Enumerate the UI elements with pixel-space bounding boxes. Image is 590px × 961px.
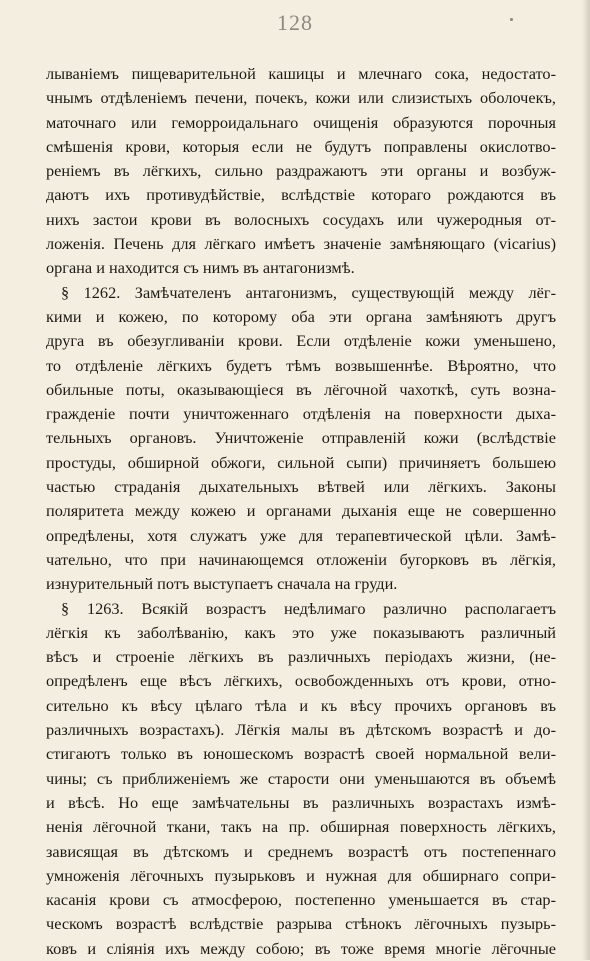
page-edge-shadow	[582, 0, 590, 960]
text-line: органа и находится съ нимъ въ антагонизмѣ.	[46, 258, 355, 278]
text-line: ческомъ возрастѣ вслѣдствiе разрыва стѣнокъ лёгочныхъ пузырь-	[46, 914, 556, 934]
text-line: чины; съ приближенiемъ же старости они уменьшаются въ объемѣ	[46, 768, 556, 788]
text-line: § 1263. Всякiй возрастъ недѣлимаго различно располагаетъ	[61, 598, 556, 618]
text-line: ренiемъ въ лёгкихъ, сильно раздражаютъ эти органы и возбуж-	[46, 161, 556, 181]
text-line: гражденiе почти уничтоженнаго отдѣленiя на поверхности дыха-	[46, 404, 556, 424]
text-line: смѣшенiя крови, которыя если не будутъ поправлены окислотво-	[46, 136, 556, 156]
text-line: нихъ застои крови въ волосныхъ сосудахъ или чужеродныя от-	[46, 209, 556, 229]
text-line: чательно, что при начинающемся отложенiи бугорковъ въ лёгкiя,	[46, 549, 556, 569]
text-line: ковъ и слiянiя ихъ между собою; въ тоже время многiе лёгочные	[46, 938, 556, 958]
ink-speck	[510, 18, 513, 21]
text-line: частью страданiя дыхательныхъ вѣтвей или лёгкихъ. Законы	[46, 477, 556, 497]
text-line: ложенiя. Печень для лёгкаго имѣетъ значенiе замѣняющаго (vicarius)	[46, 234, 556, 254]
text-line: маточнаго или геморроидальнаго очищенiя образуются порочныя	[46, 112, 556, 132]
text-line: тельныхъ органовъ. Уничтоженiе отправленiй кожи (вслѣдствiе	[46, 428, 556, 448]
text-line: различныхъ возрастахъ). Лёгкiя малы въ дѣтскомъ возрастѣ и до-	[46, 720, 556, 740]
text-line: умноженiя лёгочныхъ пузырьковъ и нужная для обширнаго сопри-	[46, 865, 556, 885]
text-line: § 1262. Замѣчателенъ антагонизмъ, существующiй между лёг-	[61, 282, 556, 302]
text-line: опредѣлены, хотя служатъ уже для терапевтической цѣли. Замѣ-	[46, 525, 556, 545]
text-line: касанiя крови съ атмосферою, постепенно уменьшается въ стар-	[46, 890, 556, 910]
text-line: лёгкiя къ заболѣванiю, какъ это уже показываютъ различный	[46, 622, 556, 642]
text-line: кими и кожею, по которому оба эти органа замѣняютъ другъ	[46, 306, 556, 326]
text-line: стигаютъ только въ юношескомъ возрастѣ своей нормальной вели-	[46, 744, 556, 764]
text-line: чнымъ отдѣленiемъ печени, почекъ, кожи или слизистыхъ оболочекъ,	[46, 88, 556, 108]
text-line: то отдѣленiе лёгкихъ будетъ тѣмъ возвышеннѣе. Вѣроятно, что	[46, 355, 556, 375]
text-line: зависящая въ дѣтскомъ и среднемъ возрастѣ отъ постепеннаго	[46, 841, 556, 861]
text-line: лыванiемъ пищеварительной кашицы и млечнаго сока, недостато-	[46, 64, 556, 83]
text-line: простуды, обширной обжоги, сильной сыпи) причиняетъ большею	[46, 452, 556, 472]
text-line: сительно къ вѣсу цѣлаго тѣла и къ вѣсу прочихъ органовъ въ	[46, 695, 556, 715]
text-line: изнурительный потъ выступаетъ сначала на груди.	[46, 574, 398, 594]
page-number: 128	[277, 10, 313, 35]
body-text	[46, 62, 556, 961]
text-line: обильные поты, оказывающiеся въ лёгочной чахоткѣ, суть возна-	[46, 379, 556, 399]
text-line: опредѣленъ еще вѣсъ лёгкихъ, освобожденныхъ отъ крови, отно-	[46, 671, 556, 691]
text-line: ненiя лёгочной ткани, такъ на пр. обширная поверхность лёгкихъ,	[46, 817, 556, 837]
text-line: вѣсъ и строенiе лёгкихъ въ различныхъ перiодахъ жизни, (не-	[46, 647, 556, 667]
text-line: и вѣсѣ. Но еще замѣчательны въ различныхъ возрастахъ измѣ-	[46, 792, 556, 812]
text-line: поляритета между кожею и органами дыханiя еще не совершенно	[46, 501, 556, 521]
text-line: друга въ обезугливанiи крови. Если отдѣленiе кожи уменьшено,	[46, 331, 556, 351]
text-line: даютъ ихъ противудѣйствiе, вслѣдствiе котораго рождаются въ	[46, 185, 556, 205]
